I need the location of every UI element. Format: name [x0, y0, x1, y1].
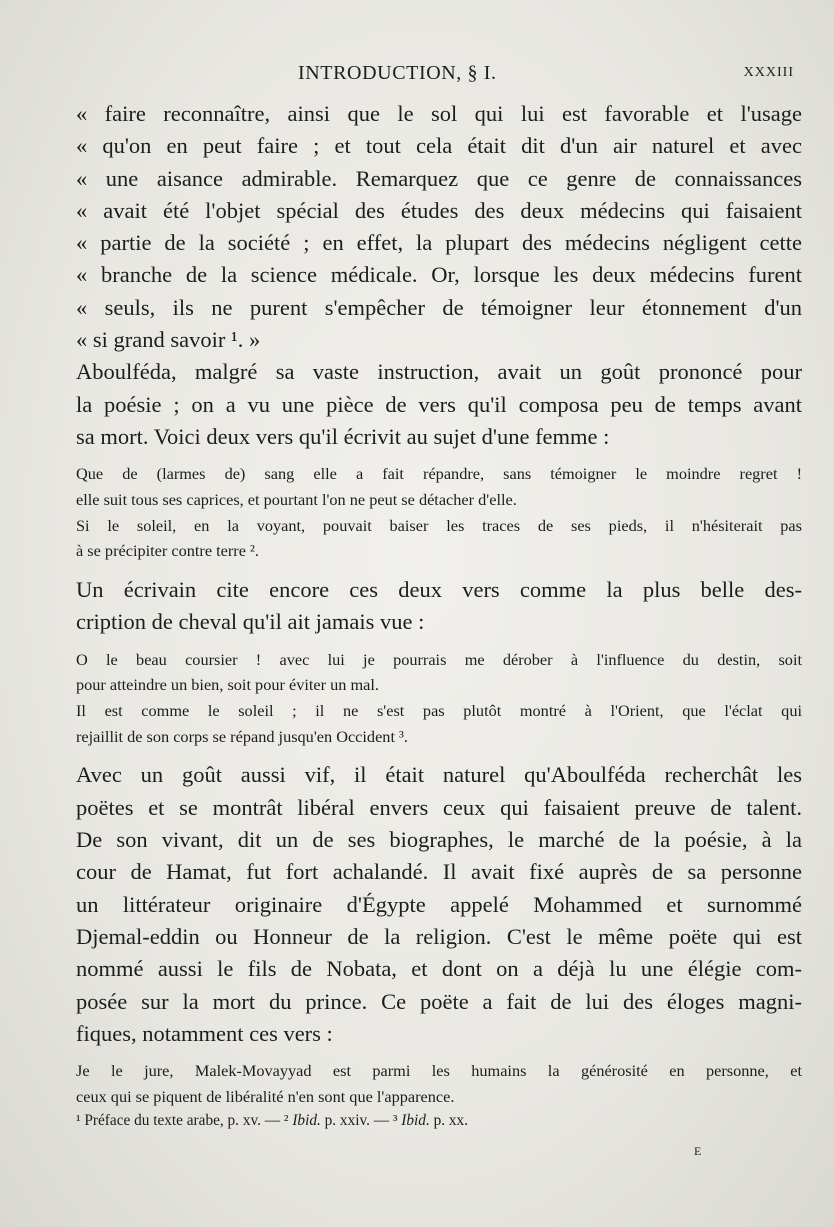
- verse-line: Il est comme le soleil ; il ne s'est pas plutôt montré à l'Orient, que l'éclat qui: [76, 701, 802, 721]
- verse-block-1: [76, 461, 802, 512]
- verse-block-2: [76, 513, 802, 564]
- verse-line: O le beau coursier ! avec lui je pourrais me dérober à l'influence du destin, soit: [76, 649, 802, 669]
- verse-block-4: [76, 698, 802, 749]
- verse-line: rejaillit de son corps se répand jusqu'en Occident ³.: [76, 726, 408, 746]
- running-title: INTRODUCTION, § I.: [298, 62, 497, 84]
- text-line: nommé aussi le fils de Nobata, et dont on a déjà lu une élégie com-: [76, 956, 802, 982]
- footnotes: [76, 1110, 802, 1132]
- text-line: « qu'on en peut faire ; et tout cela était dit d'un air naturel et avec: [76, 133, 802, 159]
- paragraph-horse-description: [76, 574, 802, 639]
- text-line: Avec un goût aussi vif, il était naturel qu'Aboulféda recherchât les: [76, 762, 802, 788]
- footnote-text-3: p. xx.: [429, 1111, 469, 1129]
- text-line: De son vivant, dit un de ses biographes, le marché de la poésie, à la: [76, 827, 802, 853]
- footnote-marker-1: ¹: [76, 1111, 81, 1129]
- running-header: [0, 62, 834, 88]
- footnote-ibid-2: Ibid.: [288, 1111, 321, 1129]
- verse-block-5: [76, 1058, 802, 1109]
- verse-line: Si le soleil, en la voyant, pouvait baiser les traces de ses pieds, il n'hésiterait pas: [76, 515, 802, 535]
- text-line: poëtes et se montrât libéral envers ceux qui faisaient preuve de talent.: [76, 794, 802, 820]
- text-line: Aboulféda, malgré sa vaste instruction, avait un goût prononcé pour: [76, 359, 802, 385]
- paragraph-poets-patronage: [76, 759, 802, 1050]
- footnote-text-2: p. xxiv. —: [320, 1111, 393, 1129]
- text-line: fiques, notamment ces vers :: [76, 1020, 333, 1046]
- text-line: cription de cheval qu'il ait jamais vue :: [76, 609, 425, 635]
- text-line: « une aisance admirable. Remarquez que ce genre de connaissances: [76, 165, 802, 191]
- text-line: « si grand savoir ¹. »: [76, 327, 261, 353]
- verse-line: elle suit tous ses caprices, et pourtant l'on ne peut se détacher d'elle.: [76, 489, 517, 509]
- verse-block-3: [76, 647, 802, 698]
- text-line: « partie de la société ; en effet, la plupart des médecins négligent cette: [76, 230, 802, 256]
- footnote-ibid-3: Ibid.: [397, 1111, 430, 1129]
- text-line: « avait été l'objet spécial des études des deux médecins qui faisaient: [76, 197, 802, 223]
- verse-line: à se précipiter contre terre ².: [76, 541, 259, 561]
- verse-line: Je le jure, Malek-Movayyad est parmi les humains la générosité en personne, et: [76, 1061, 802, 1081]
- verse-line: Que de (larmes de) sang elle a fait répandre, sans témoigner le moindre regret !: [76, 464, 802, 484]
- footnote-text-1: Préface du texte arabe, p. xv. —: [80, 1111, 284, 1129]
- text-line: Djemal-eddin ou Honneur de la religion. C'est le même poëte qui est: [76, 923, 802, 949]
- verse-line: ceux qui se piquent de libéralité n'en sont que l'apparence.: [76, 1086, 455, 1106]
- paragraph-quote-continuation: [76, 98, 802, 356]
- text-line: « branche de la science médicale. Or, lorsque les deux médecins furent: [76, 262, 802, 288]
- text-line: Un écrivain cite encore ces deux vers comme la plus belle des-: [76, 577, 802, 603]
- text-line: un littérateur originaire d'Égypte appelé Mohammed et surnommé: [76, 891, 802, 917]
- footnote-marker-2: ²: [283, 1111, 289, 1129]
- text-line: la poésie ; on a vu une pièce de vers qu'il composa peu de temps avant: [76, 391, 802, 417]
- paragraph-aboulfeda-poetry: [76, 356, 802, 453]
- verse-line: pour atteindre un bien, soit pour éviter un mal.: [76, 675, 379, 695]
- signature-mark: E: [694, 1144, 703, 1158]
- footnote-marker-3: ³: [392, 1111, 398, 1129]
- text-line: sa mort. Voici deux vers qu'il écrivit au sujet d'une femme :: [76, 423, 610, 449]
- text-line: cour de Hamat, fut fort achalandé. Il avait fixé auprès de sa personne: [76, 859, 802, 885]
- page-number: XXXIII: [743, 65, 794, 80]
- text-line: « faire reconnaître, ainsi que le sol qui lui est favorable et l'usage: [76, 101, 802, 126]
- text-line: « seuls, ils ne purent s'empêcher de témoigner leur étonnement d'un: [76, 294, 802, 320]
- page-body: [76, 98, 802, 1132]
- text-line: posée sur la mort du prince. Ce poëte a fait de lui des éloges magni-: [76, 988, 802, 1014]
